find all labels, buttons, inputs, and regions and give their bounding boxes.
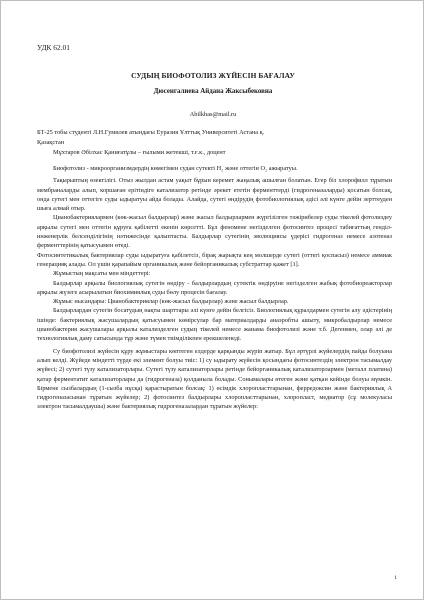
paragraph: Биофотолиз - микроорганизмдердің көмегімен судан сутекті H₂ және оттегін O₂ ажыратуы.: [53, 165, 298, 172]
paragraph: Су биофотолизі жүйесін құру жұмыстары көптеген елдерде қарқынды жүріп жатыр. Бұл әртүрлі жүйелердің пайда болуына алып келді. Жүйеде міндетті түрде екі элемент болуы тиіс: 1) су ыдырату жүйесін қосындағы фотосинтездің электрон тасымалдау жүйесі; 2) сутегі түзу катализаторлары. Сутегі түзу катализаторлары ретінде бейорганикалық катализаторлармен (металл платина) қатар ферментатит катализаторлары да (гидрогеназа) қолданыла болады. Сонымалары өтеген және қатқан кейінде болуы мүмкін. Бірмене сызбалардың (1-сызба нұсқа) қарастыратын болсақ: 1) өсімдік хлоропласттарынан, ферредоксин және бактериялық А гидрогеназасынан тұратын жүйелер; 2) фотосинтез балдырлары хлоропласттарынан, хлоропласт, медиатор (сұ молекуласы электрон тасымалдаушы) және бактериялық гидрогеназалардан тұратын жүйелер:: [37, 347, 392, 411]
article-title: СУДЫҢ БИОФОТОЛИЗ ЖҮЙЕСІН БАҒАЛАУ: [131, 71, 295, 80]
paragraph: Фотосинтетикалық бактериялар суды ыдыратуға қабілетсіз, бірақ жарықта кең молшерде сутегі (оттегі қоспасыз) немесе аммиак генерацияқ алады. Ол үшін қарапайым органикалық және бейорганикалық субстраттар қажет [1].: [37, 251, 392, 268]
paragraph: Жұмыстың мақсаты мен міндеттері:: [53, 270, 151, 278]
author-name: Дюсенгалиева Айдана Жаксыбековна: [153, 88, 273, 95]
paragraph: Балдырлар арқылы биологиялық сутегін өндіру - балдырлардың сутектік өндіруіне негізделген жабық фотобиореакторлар арқылы жүзеге асырылатын биохимиялық суды бөлу процесін бағалау.: [37, 279, 392, 296]
body-text: [37, 164, 392, 412]
author-email: Abilkhas@mail.ru: [189, 111, 237, 118]
affiliation-block: [37, 128, 392, 158]
udk-code: УДК 62.01: [37, 43, 70, 52]
paragraph: Тақырыптың өзектілігі. Отыз жылдан астам уақыт бұрын керемет жаңалық ашылған болатын. Егер біз хлорофилл тұратын мембраналарды алып, коршаған ерітіндіге катализатор ретінде әрекет ететін ферменттерді (гидрогеназаларды) қосатын болсақ, онда сутегі мен оттегіге суды ыдыратуы айда болады. Алайда, сутегі өндірудің фотобиологиялық әдісі әлі күнге дейін зерттеуден шыға алмай отыр.: [37, 177, 392, 213]
affiliation-line: БТ-25 тобы студенті Л.Н.Гумилев атындағы Еуразия Ұлттық Университеті Астана қ.: [37, 129, 265, 136]
affiliation-line: Қазақстан: [37, 139, 65, 146]
paragraph: Балдырлардан сутегін босатудың нақты шарттары әлі күнге дейін белгісіз. Биологиялық құралдармен сутегін алу әдістерінің ішінде: бактериялық жасушалардың қатысуымен көмірсулар бар материалдарды анаэробты ашыту, микробалдырлар немесе цианобактерия жасушалары арқылы катализделген судың тікелей немесе жанама биофотолизі және т.б. Дегенмен, олар әлі де технологиялық даму сатысында тұр және түмен тиімділікпен ерекшеленеді.: [37, 307, 392, 343]
paragraph: Жұмыс нысандары: Цианобактериялар (көк-жасыл балдырлар) және жасыл балдырлар.: [53, 298, 289, 306]
paragraph: Цианобактериялармен (көк-жасыл балдырлар) және жасыл балдырлармен жүргізілген тәжірибелер суды тікелей фотолиздеу арқылы сутегі мен оттегін құруға қабілетті екенін көрсетті. Бұл феномене негізделген фотосинтез процесі табиғаттың генділ-инженерлік белсенділігінің нәтижесінде қалыптасты. Балдырлар сутегінің эволюциясы үдерісі гидрогеназ немесе азотеназ ферменттерінің қатысуымен өтеді.: [37, 214, 392, 250]
supervisor-line: Мұхтаров Әбілхас Қаниғатұлы – ғылыми жетекші, т.ғ.к., доцент: [53, 149, 226, 156]
page-number: 1: [394, 575, 397, 581]
